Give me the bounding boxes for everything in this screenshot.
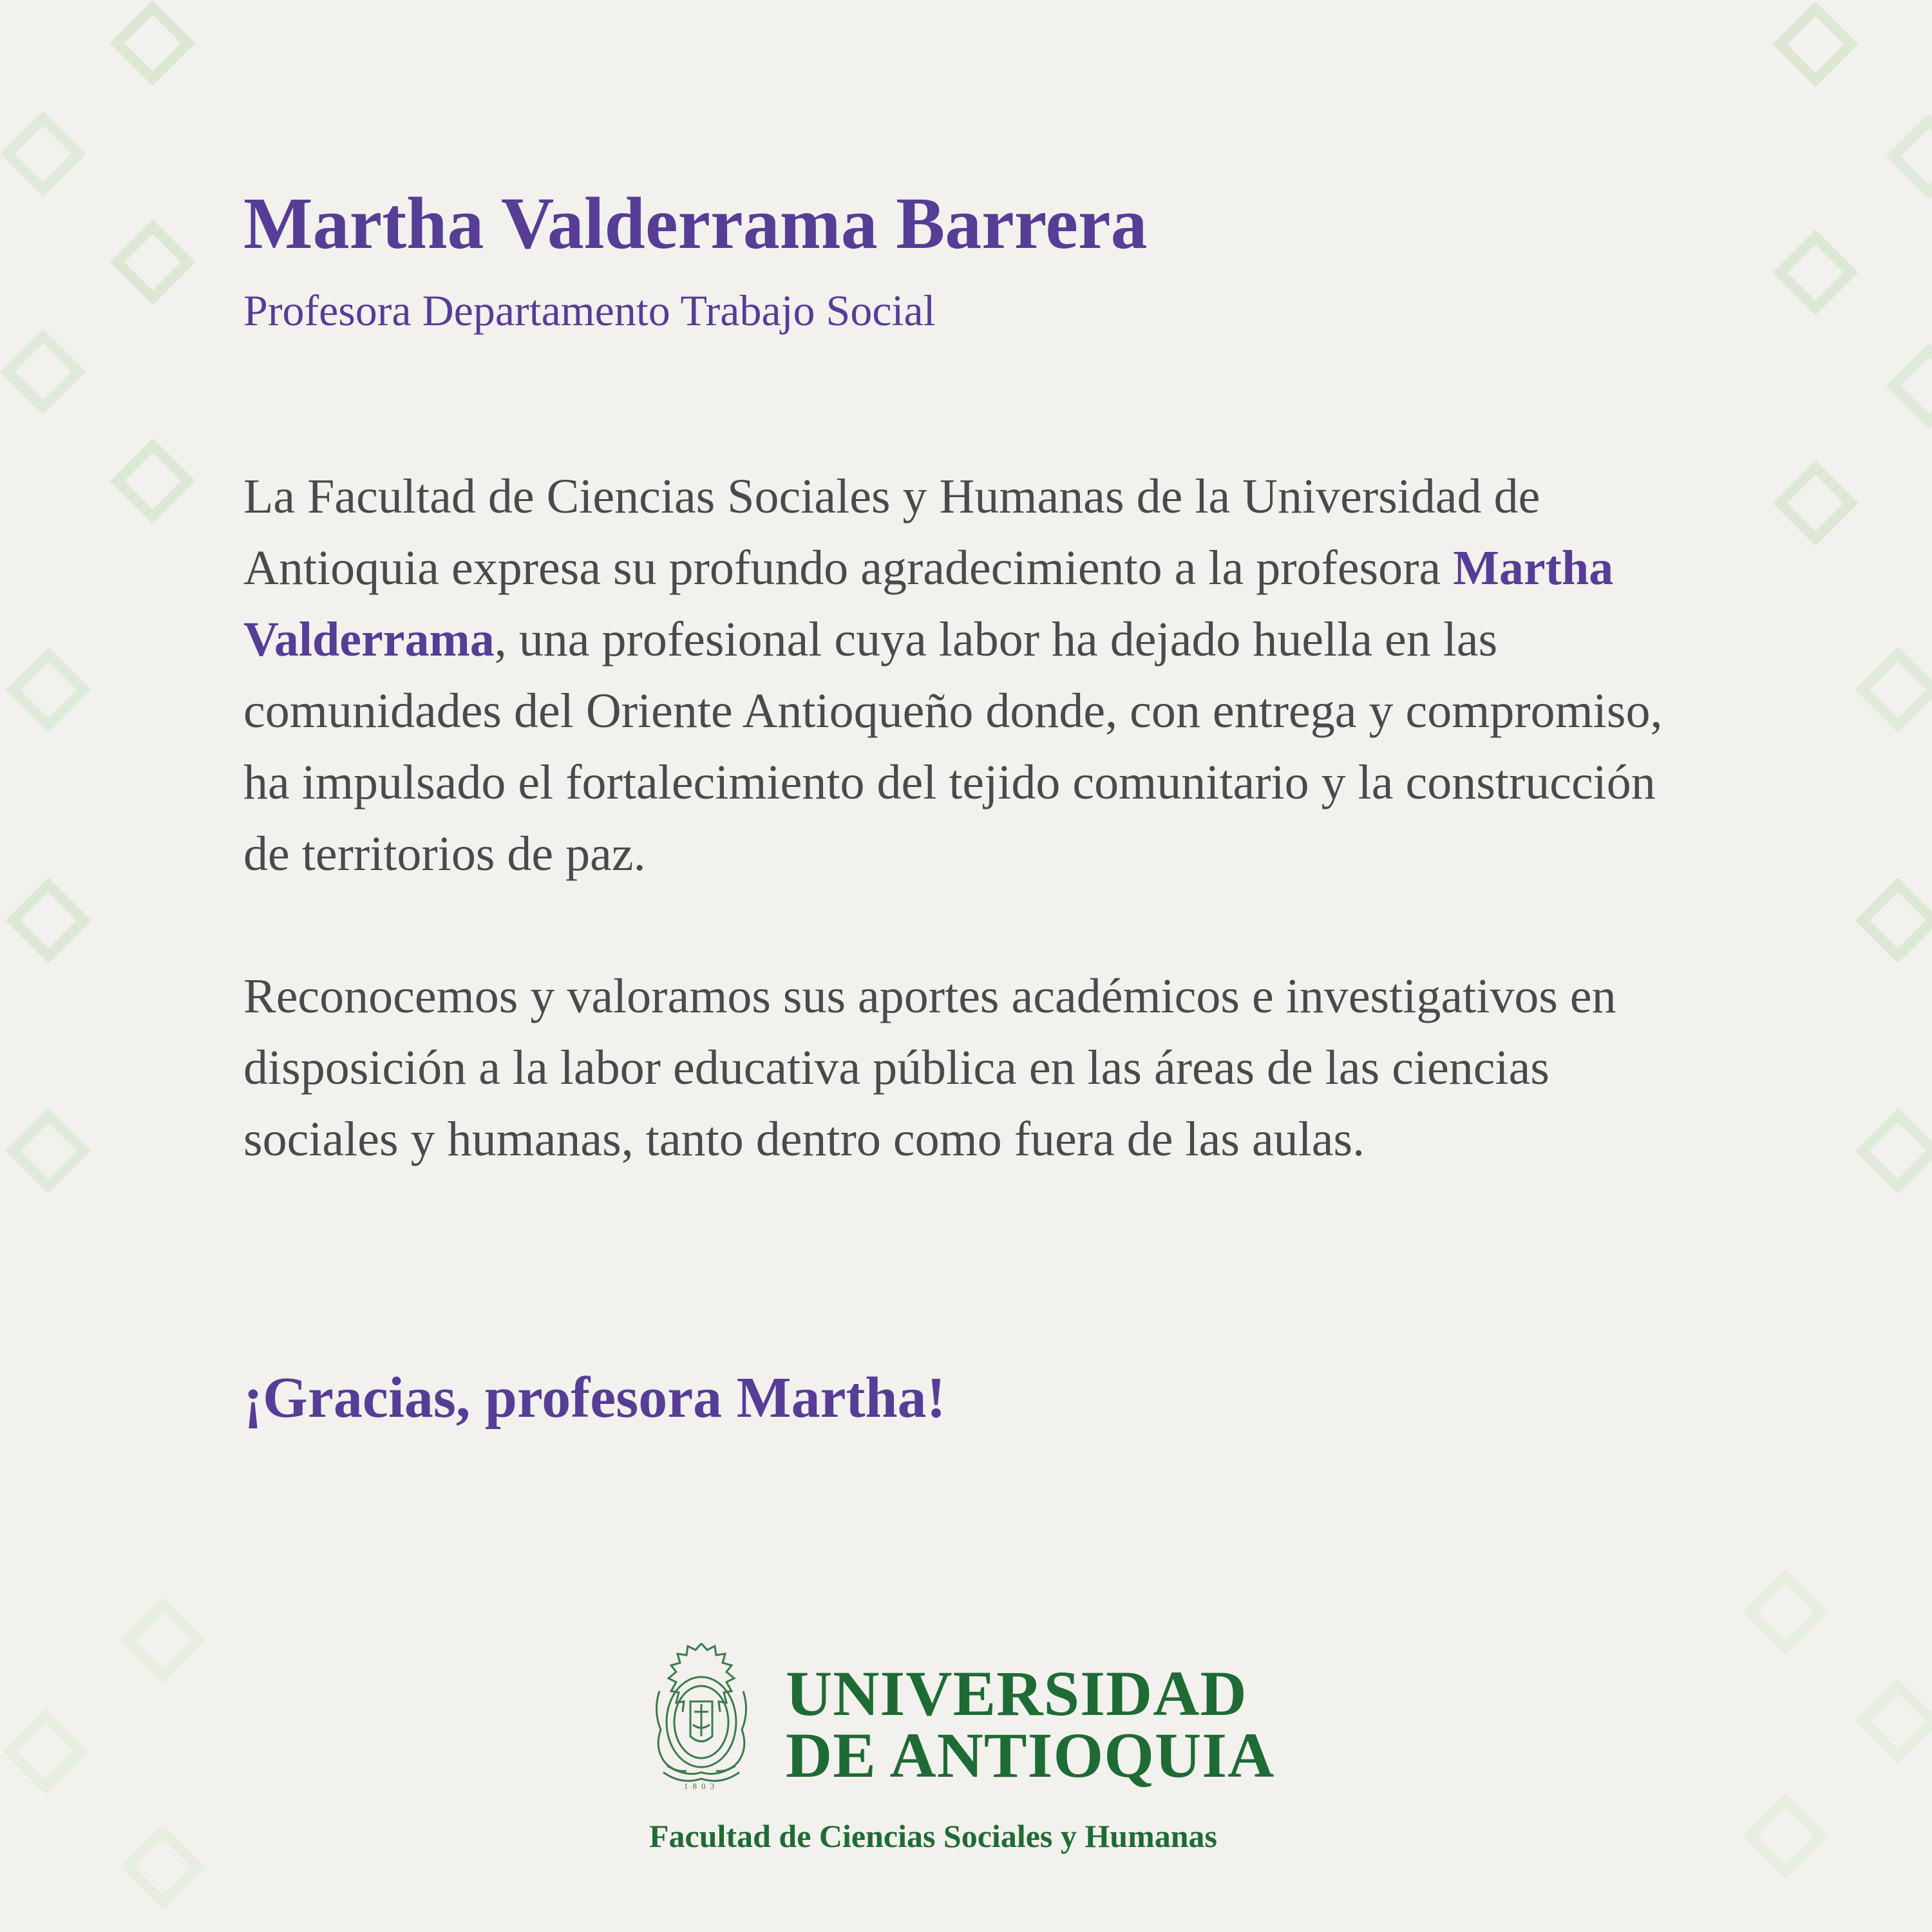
diamond-decoration-icon bbox=[1886, 114, 1932, 200]
diamond-decoration-icon bbox=[1, 111, 86, 197]
highlighted-name: Martha Valderrama bbox=[243, 541, 1614, 667]
diamond-decoration-icon bbox=[1855, 1679, 1932, 1765]
diamond-decoration-icon bbox=[1743, 1794, 1829, 1879]
diamond-decoration-icon bbox=[6, 647, 91, 733]
faculty-name: Facultad de Ciencias Sociales y Humanas bbox=[649, 1818, 1217, 1854]
paragraph-text-end: , una profesional cuya labor ha dejado huella en las comunidades del Oriente Antioqueño donde, con entrega y compromiso, ha impulsado el fortalecimiento del tejido comunitario y la construcción de territorios de paz. bbox=[243, 612, 1663, 881]
diamond-decoration-icon bbox=[110, 439, 196, 524]
diamond-decoration-icon bbox=[3, 1709, 89, 1794]
gratitude-paragraph bbox=[243, 461, 1712, 890]
diamond-decoration-icon bbox=[120, 1824, 206, 1910]
diamond-decoration-icon bbox=[1886, 343, 1932, 429]
diamond-decoration-icon bbox=[110, 1, 196, 86]
diamond-decoration-icon bbox=[1773, 230, 1859, 316]
diamond-decoration-icon bbox=[110, 220, 196, 305]
university-name-line1: UNIVERSIDAD bbox=[786, 1658, 1247, 1729]
recognition-paragraph: Reconocemos y valoramos sus aportes académicos e investigativos en disposición a la labor educativa pública en las áreas de las ciencias sociales y humanas, tanto dentro como fuera de las aulas. bbox=[243, 969, 1616, 1166]
paragraph-text-start: La Facultad de Ciencias Sociales y Humanas de la Universidad de Antioquia expresa su profundo agradecimiento a la profesora bbox=[243, 469, 1540, 595]
seal-year: 1803 bbox=[684, 1781, 719, 1791]
diamond-decoration-icon bbox=[120, 1598, 206, 1683]
diamond-decoration-icon bbox=[1855, 647, 1932, 733]
diamond-decoration-icon bbox=[1, 329, 86, 415]
thanks-heading: ¡Gracias, profesora Martha! bbox=[243, 1366, 946, 1430]
diamond-decoration-icon bbox=[1855, 1108, 1932, 1194]
honoree-name: Martha Valderrama Barrera bbox=[243, 182, 1148, 264]
diamond-decoration-icon bbox=[6, 1108, 91, 1194]
university-name-line2: DE ANTIOQUIA bbox=[786, 1719, 1275, 1791]
diamond-decoration-icon bbox=[6, 878, 91, 963]
diamond-decoration-icon bbox=[1743, 1569, 1829, 1655]
diamond-decoration-icon bbox=[1773, 2, 1859, 88]
university-seal-icon bbox=[648, 1640, 755, 1792]
honoree-role: Profesora Departamento Trabajo Social bbox=[243, 286, 936, 335]
diamond-decoration-icon bbox=[1773, 460, 1859, 546]
diamond-decoration-icon bbox=[1855, 878, 1932, 963]
